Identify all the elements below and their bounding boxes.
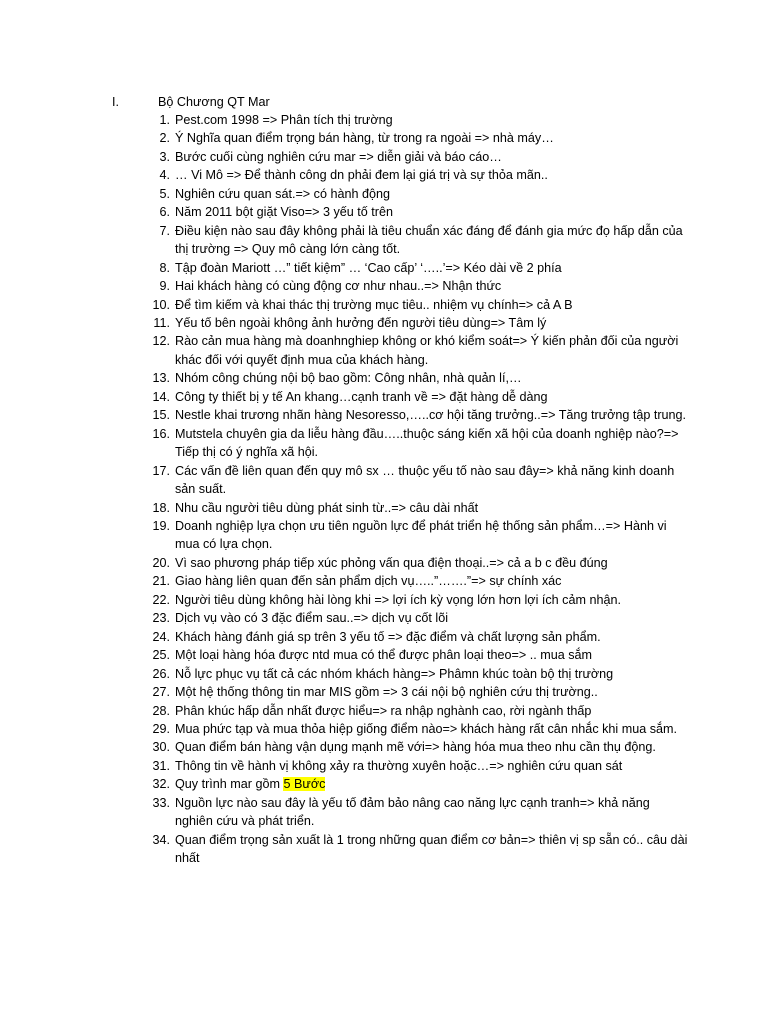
item-text: Nghiên cứu quan sát.=> có hành động — [175, 186, 390, 201]
list-item — [148, 609, 688, 627]
list-item — [148, 425, 688, 462]
list-item — [148, 111, 688, 129]
item-text: Tập đoàn Mariott …” tiết kiệm” … ‘Cao cấp’ ‘…..’=> Kéo dài về 2 phía — [175, 260, 562, 275]
item-text: Công ty thiết bị y tế An khang…cạnh tranh về => đặt hàng dễ dàng — [175, 389, 548, 404]
item-text: Quan điểm bán hàng vận dụng mạnh mẽ với=> hàng hóa mua theo nhu cần thụ động. — [175, 740, 656, 755]
item-number: 13. — [152, 371, 170, 386]
item-number: 11. — [153, 315, 170, 330]
list-item — [148, 775, 688, 793]
item-number: 1. — [159, 113, 170, 127]
item-number: 17. — [152, 463, 170, 478]
item-text: Mua phức tạp và mua thỏa hiệp giống điểm nào=> khách hàng rất cân nhắc khi mua sắm. — [175, 721, 677, 736]
item-number: 19. — [152, 518, 170, 533]
list-item — [148, 517, 688, 554]
item-number: 10. — [152, 297, 170, 312]
item-text: Năm 2011 bột giặt Viso=> 3 yếu tố trên — [175, 205, 393, 220]
list-item — [148, 166, 688, 184]
list-item — [148, 554, 688, 572]
item-text: Dịch vụ vào có 3 đặc điểm sau..=> dịch vụ cốt lõi — [175, 611, 449, 626]
question-list — [148, 111, 688, 868]
item-text: Bước cuối cùng nghiên cứu mar => diễn giải và báo cáo… — [175, 149, 502, 164]
list-item — [148, 831, 688, 868]
item-number: 26. — [152, 666, 170, 681]
list-item — [148, 757, 688, 775]
item-text: Để tìm kiếm và khai thác thị trường mục tiêu.. nhiệm vụ chính=> cả A B — [175, 297, 573, 312]
item-text: Khách hàng đánh giá sp trên 3 yếu tố => đặc điểm và chất lượng sản phẩm. — [175, 629, 601, 644]
item-text: Thông tin về hành vị không xảy ra thường xuyên hoặc…=> nghiên cứu quan sát — [175, 758, 623, 773]
item-number: 27. — [152, 685, 170, 700]
list-item — [148, 665, 688, 683]
list-item — [148, 406, 688, 424]
item-text: Quy trình mar gồm — [175, 777, 284, 792]
item-text: Doanh nghiệp lựa chọn ưu tiên nguồn lực để phát triển hệ thống sản phẩm…=> Hành vi mua có lựa chọn. — [175, 518, 667, 552]
item-text: Người tiêu dùng không hài lòng khi => lợi ích kỳ vọng lớn hơn lợi ích cảm nhận. — [175, 592, 621, 607]
list-item — [148, 296, 688, 314]
list-item — [148, 591, 688, 609]
list-item — [148, 314, 688, 332]
list-item — [148, 720, 688, 738]
item-number: 22. — [152, 592, 170, 607]
list-item — [148, 203, 688, 221]
item-number: 23. — [152, 611, 170, 626]
list-item — [148, 499, 688, 517]
item-text: Nhu cầu người tiêu dùng phát sinh từ..=> câu dài nhất — [175, 500, 479, 515]
item-number: 24. — [152, 629, 170, 644]
list-item — [148, 683, 688, 701]
list-item — [148, 738, 688, 756]
section-title: Bộ Chương QT Mar — [158, 95, 270, 109]
list-item — [148, 277, 688, 295]
item-text: Nhóm công chúng nội bộ bao gồm: Công nhân, nhà quản lí,… — [175, 371, 522, 386]
item-text: Nỗ lực phục vụ tất cả các nhóm khách hàng=> Phâmn khúc toàn bộ thị trường — [175, 666, 614, 681]
item-number: 4. — [159, 168, 170, 183]
item-text: Ý Nghĩa quan điểm trọng bán hàng, từ trong ra ngoài => nhà máy… — [175, 131, 554, 146]
item-text: Hai khách hàng có cùng động cơ như nhau..=> Nhận thức — [175, 279, 502, 294]
item-number: 7. — [159, 223, 170, 238]
item-text: Mutstela chuyên gia da liễu hàng đầu…..thuộc sáng kiến xã hội của doanh nghiệp nào?=> Tiếp thị có ý nghĩa xã hội. — [175, 426, 679, 460]
item-number: 9. — [159, 279, 170, 294]
item-text: Điều kiện nào sau đây không phải là tiêu chuẩn xác đáng để đánh gia mức đọ hấp dẫn của thị trường => Quy mô càng lớn càng tốt. — [175, 223, 683, 257]
item-number: 16. — [152, 426, 170, 441]
item-number: 5. — [159, 186, 170, 201]
item-text: Nguồn lực nào sau đây là yếu tố đảm bảo nâng cao năng lực cạnh tranh=> khả năng nghiên cứu và phát triển. — [175, 795, 650, 829]
item-text: Vì sao phương pháp tiếp xúc phỏng vấn qua điện thoại..=> cả a b c đều đúng — [175, 555, 608, 570]
item-number: 12. — [152, 334, 170, 349]
item-text: Giao hàng liên quan đến sản phẩm dịch vụ…..”…….”=> sự chính xác — [175, 574, 562, 589]
item-number: 14. — [152, 389, 170, 404]
item-number: 2. — [159, 131, 170, 146]
item-number: 15. — [152, 408, 170, 423]
highlighted-text: 5 Bước — [283, 777, 326, 792]
list-item — [148, 222, 688, 259]
item-text: Các vấn đề liên quan đến quy mô sx … thuộc yếu tố nào sau đây=> khả năng kinh doanh sản suất. — [175, 463, 675, 497]
item-number: 18. — [152, 500, 170, 515]
item-number: 8. — [159, 260, 170, 275]
item-number: 33. — [152, 795, 170, 810]
list-item — [148, 646, 688, 664]
list-item — [148, 462, 688, 499]
item-number: 3. — [159, 149, 170, 164]
item-number: 25. — [152, 648, 170, 663]
item-number: 29. — [152, 721, 170, 736]
list-item — [148, 369, 688, 387]
list-item — [148, 388, 688, 406]
item-text: Pest.com 1998 => Phân tích thị trường — [175, 113, 393, 127]
item-text: Rào cản mua hàng mà doanhnghiep không or khó kiểm soát=> Ý kiến phản đối của người khác đối với quyết định mua của khách hàng. — [175, 334, 679, 367]
list-item — [148, 148, 688, 166]
item-number: 20. — [152, 555, 170, 570]
list-item — [148, 332, 688, 369]
item-text: Một hệ thống thông tin mar MIS gồm => 3 cái nội bộ nghiên cứu thị trường.. — [175, 685, 598, 700]
list-item — [148, 129, 688, 147]
item-number: 31. — [152, 758, 170, 773]
item-text: Một loại hàng hóa được ntd mua có thể được phân loại theo=> .. mua sắm — [175, 648, 593, 663]
item-number: 28. — [152, 703, 170, 718]
item-text: Nestle khai trương nhãn hàng Nesoresso,…..cơ hội tăng trưởng..=> Tăng trưởng tập trung. — [175, 408, 687, 423]
item-text: Quan điểm trọng sản xuất là 1 trong những quan điểm cơ bản=> thiên vị sp sẵn có.. câu dài nhất — [175, 832, 688, 866]
list-item — [148, 628, 688, 646]
item-text: Yếu tố bên ngoài không ảnh hưởng đến người tiêu dùng=> Tâm lý — [175, 315, 547, 330]
item-text: … Vi Mô => Để thành công dn phải đem lại giá trị và sự thỏa mãn.. — [175, 168, 548, 183]
item-text: Phân khúc hấp dẫn nhất được hiểu=> ra nhập nghành cao, rời ngành thấp — [175, 703, 592, 718]
item-number: 6. — [159, 205, 170, 220]
list-item — [148, 259, 688, 277]
item-number: 34. — [152, 832, 170, 847]
list-item — [148, 185, 688, 203]
list-item — [148, 572, 688, 590]
list-item — [148, 794, 688, 831]
section-heading — [112, 93, 270, 111]
list-item — [148, 702, 688, 720]
item-number: 21. — [152, 574, 170, 589]
item-number: 30. — [152, 740, 170, 755]
section-number: I. — [112, 95, 119, 109]
item-number: 32. — [152, 777, 170, 792]
